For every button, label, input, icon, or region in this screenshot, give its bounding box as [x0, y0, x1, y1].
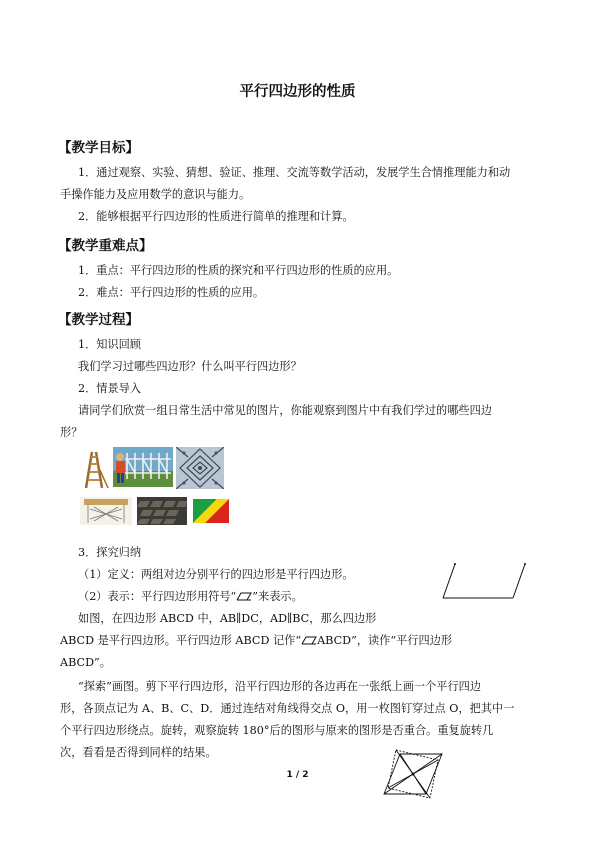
flag-image: [193, 499, 229, 523]
example-line2-a: ABCD 是平行四边形。平行四边形 ABCD 记作“: [60, 634, 302, 647]
explore-line2: 形，各顶点记为 A、B、C、D．通过连结对角线得交点 O，用一枚图钉穿过点 O，把其中一: [60, 702, 515, 715]
goal-item-1-line1: 1．通过观察、实验、猜想、验证、推理、交流等数学活动，发展学生合情推理能力和动: [78, 166, 511, 179]
explore-line3: 个平行四边形绕点。旋转，观察旋转 180°后的图形与原来的图形是否重合。重复旋转几: [60, 724, 494, 737]
example-line2: [60, 630, 452, 651]
explore-line1: “探索”画图。剪下平行四边形，沿平行四边形的各边再在一张纸上画一个平行四边: [78, 680, 482, 693]
example-line3: ABCD”。: [60, 656, 111, 669]
representation-text-a: （2）表示：平行四边形用符号“: [78, 590, 237, 603]
ladder-icon: [80, 450, 110, 490]
parallelogram-figure: [435, 558, 535, 606]
step-2-text-line1: 请同学们欣赏一组日常生活中常见的图片，你能观察到图片中有我们学过的哪些四边: [78, 404, 492, 417]
explore-line4: 次，看看是否得到同样的结果。: [60, 746, 217, 759]
keypoint-item-1: 1．重点：平行四边形的性质的探究和平行四边形的性质的应用。: [78, 264, 399, 277]
parallelogram-symbol-icon: [301, 636, 317, 645]
keypoint-item-2: 2．难点：平行四边形的性质的应用。: [78, 286, 265, 299]
step-1-question: 我们学习过哪些四边形？什么叫平行四边形？: [78, 360, 302, 373]
wall-photo: [137, 497, 187, 525]
stall-photo: [80, 497, 132, 525]
goal-item-2: 2．能够根据平行四边形的性质进行简单的推理和计算。: [78, 210, 354, 223]
goals-heading: 【教学目标】: [58, 140, 139, 156]
representation-text: [78, 586, 303, 607]
step-3-label: 3．探究归纳: [78, 546, 142, 559]
goal-item-1-line2: 手操作能力及应用数学的意识与能力。: [60, 188, 251, 201]
page-title: 平行四边形的性质: [239, 84, 356, 100]
keypoints-heading: 【教学重难点】: [58, 238, 153, 254]
page-number: 1 / 2: [286, 770, 309, 780]
step-2-text-line2: 形？: [60, 426, 83, 439]
definition-text: （1）定义：两组对边分别平行的四边形是平行四边形。: [78, 568, 354, 581]
fence-photo: [113, 447, 173, 487]
parallelogram-symbol-icon: [236, 592, 252, 601]
example-line2-b: ABCD”，读作“平行四边形: [317, 634, 453, 647]
step-2-label: 2．情景导入: [78, 382, 142, 395]
representation-text-b: ”来表示。: [252, 590, 303, 603]
lattice-pattern: [176, 447, 224, 489]
example-line1: 如图，在四边形 ABCD 中，AB∥DC，AD∥BC，那么四边形: [78, 612, 377, 625]
step-1-label: 1．知识回顾: [78, 338, 142, 351]
process-heading: 【教学过程】: [58, 312, 139, 328]
